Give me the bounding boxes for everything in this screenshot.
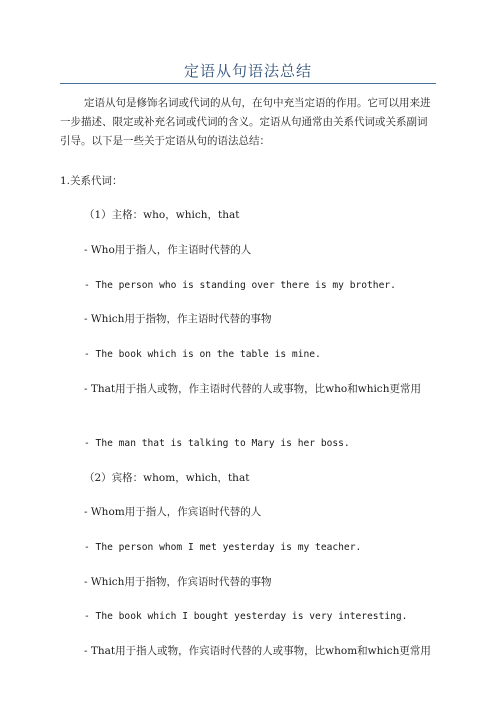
list-item: - Whom用于指人，作宾语时代替的人	[84, 506, 262, 518]
title-underline	[60, 83, 436, 84]
example-sentence: - The person who is standing over there is my brother.	[84, 280, 396, 291]
list-item: - That用于指人或物，作宾语时代替的人或事物，比whom和which更常用	[84, 645, 431, 657]
list-item: - Which用于指物，作主语时代替的事物	[84, 313, 272, 325]
example-sentence: - The book which I bought yesterday is very interesting.	[84, 611, 408, 622]
list-item: - Who用于指人，作主语时代替的人	[84, 244, 252, 256]
list-item: - Which用于指物，作宾语时代替的事物	[84, 576, 272, 588]
subject-case-heading: （1）主格：who，which，that	[84, 209, 240, 221]
section-heading-relative-pronouns: 1.关系代词：	[60, 175, 123, 187]
object-case-heading: （2）宾格：whom，which，that	[84, 472, 250, 484]
page-title: 定语从句语法总结	[183, 62, 312, 80]
example-sentence: - The book which is on the table is mine.	[84, 349, 321, 360]
intro-paragraph: 定语从句是修饰名词或代词的从句，在句中充当定语的作用。它可以用来进一步描述、限定或补充名词或代词的含义。定语从句通常由关系代词或关系副词引导。以下是一些关于定语从句的语法总结：	[60, 97, 431, 147]
list-item: - That用于指人或物，作主语时代替的人或事物，比who和which更常用	[84, 383, 421, 395]
example-sentence: - The person whom I met yesterday is my teacher.	[84, 542, 362, 553]
example-sentence: - The man that is talking to Mary is her boss.	[84, 438, 350, 449]
